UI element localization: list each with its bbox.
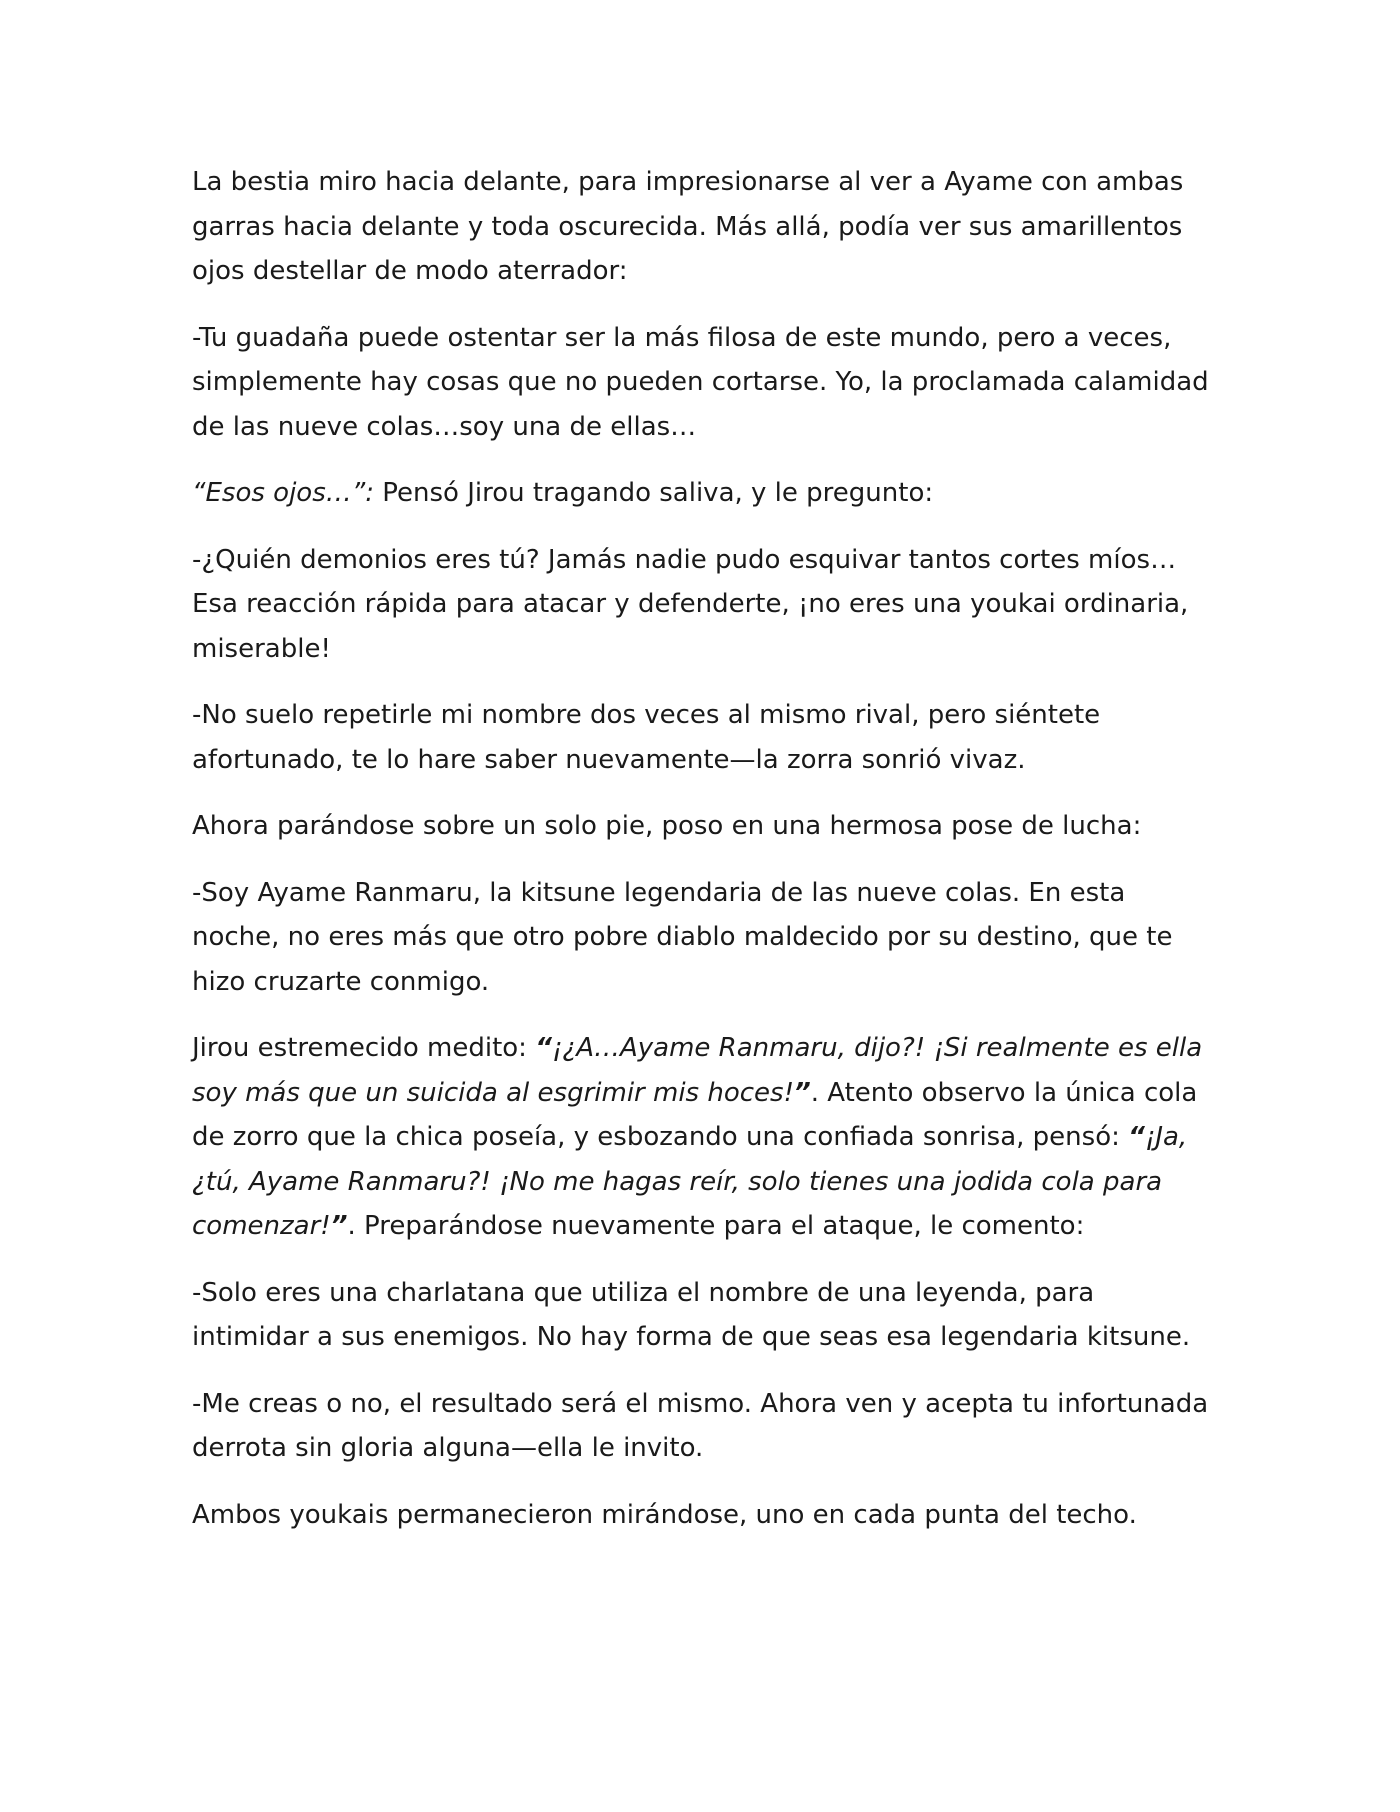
paragraph — [192, 471, 1212, 516]
paragraph — [192, 1271, 1212, 1360]
paragraph — [192, 804, 1212, 849]
text-run: . Atento observo la única cola de zorro que la chica poseía, y esbozando una confiada sonrisa, pensó: — [192, 1077, 1198, 1152]
text-run: Pensó Jirou tragando saliva, y le pregunto: — [373, 478, 934, 508]
text-run: -No suelo repetirle mi nombre dos veces al mismo rival, pero siéntete afortunado, te lo hare saber nuevamente—la zorra sonrió vivaz. — [192, 700, 1101, 775]
paragraph — [192, 693, 1212, 782]
document-page — [192, 160, 1212, 1559]
text-run: Jirou estremecido medito: — [192, 1033, 536, 1063]
text-run: ” — [330, 1211, 348, 1241]
paragraph — [192, 538, 1212, 672]
paragraph — [192, 871, 1212, 1005]
paragraph — [192, 1026, 1212, 1249]
text-run: “ — [1128, 1122, 1145, 1152]
text-run: -Me creas o no, el resultado será el mismo. Ahora ven y acepta tu infortunada derrota sin gloria alguna—ella le invito. — [192, 1388, 1209, 1463]
text-run: Ambos youkais permanecieron mirándose, uno en cada punta del techo. — [192, 1499, 1137, 1530]
text-run: Ahora parándose sobre un solo pie, poso en una hermosa pose de lucha: — [192, 811, 1142, 841]
text-run: -Soy Ayame Ranmaru, la kitsune legendaria de las nueve colas. En esta noche, no eres más que otro pobre diablo maldecido por su destino, que te hizo cruzarte conmigo. — [192, 877, 1173, 997]
text-run: -Tu guadaña puede ostentar ser la más filosa de este mundo, pero a veces, simplemente hay cosas que no pueden cortarse. Yo, la proclamada calamidad de las nueve colas…soy una de ellas… — [192, 322, 1209, 442]
text-run: ” — [794, 1077, 811, 1108]
text-run: . Preparándose nuevamente para el ataque, le comento: — [347, 1211, 1085, 1241]
paragraph — [192, 160, 1212, 294]
paragraph — [192, 1382, 1212, 1471]
text-run: “Esos ojos…”: — [192, 478, 374, 508]
paragraph — [192, 316, 1212, 450]
text-run: La bestia miro hacia delante, para impresionarse al ver a Ayame con ambas garras hacia delante y toda oscurecida. Más allá, podía ver sus amarillentos ojos destellar de modo aterrador: — [192, 167, 1184, 286]
text-run: -¿Quién demonios eres tú? Jamás nadie pudo esquivar tantos cortes míos…Esa reacción rápida para atacar y defenderte, ¡no eres una youkai ordinaria, miserable! — [192, 544, 1189, 664]
text-run: “ — [535, 1033, 552, 1063]
text-run: ¡Ja, ¿tú, Ayame Ranmaru?! ¡No me hagas reír, solo tienes una jodida cola para comenzar! — [192, 1122, 1188, 1241]
text-run: ¡¿A…Ayame Ranmaru, dijo?! ¡Si realmente es ella soy más que un suicida al esgrimir mis hoces! — [192, 1033, 1203, 1108]
paragraph — [192, 1493, 1212, 1538]
text-run: -Solo eres una charlatana que utiliza el nombre de una leyenda, para intimidar a sus enemigos. No hay forma de que seas esa legendaria kitsune. — [192, 1277, 1191, 1352]
